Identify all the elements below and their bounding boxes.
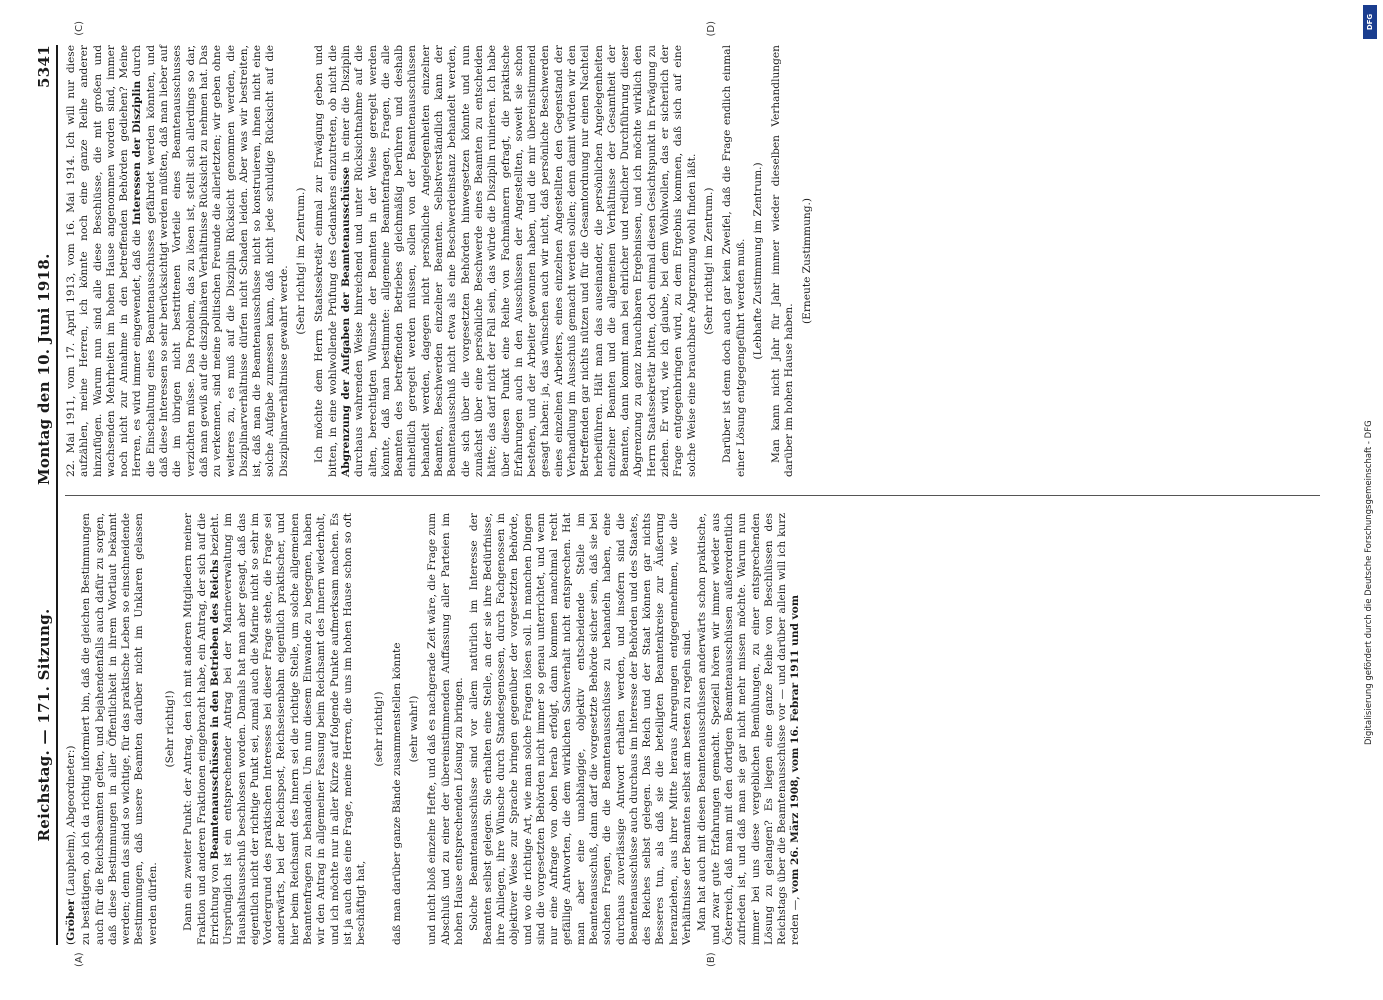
speaker-line: (Gröber (Laupheim), Abgeordneter:) xyxy=(65,745,77,945)
header-date: Montag den 10. Juni 1918. xyxy=(35,253,53,485)
text-run: in einer die Disziplin durchaus wahrenden Weise hinreichend und unter Rücksichtnahme auf die alten, berechtigten Wünsche der Beamten in der Weise geregelt werden könnte, daß man bestimmte: allgemeine Beamtenfragen, Fragen, die alle Beamten des betreffenden Betriebes gleichmäßig berühren und deshalb einheitlich geregelt werden müssen, sollen von der Beamtenausschüssen behandelt werden, dagegen nicht persönliche Angelegenheiten einzelner Beamten, Beschwerden einzelner Beamten. Selbstverständlich kann der Beamtenausschuß nicht etwa als eine Beschwerdeinstanz behandelt werden, die sich über die vorgesetzten Behörden hinwegsetzen könnte und nun zunächst über eine persönliche Beschwerde eines Beamten zu entscheiden hätte; das darf nicht der Fall sein, das würde die Disziplin ruinieren. Ich habe über diesen Punkt eine Reihe von Fachmännern gefragt, die praktische Erfahrungen auch in den Ausschüssen der Angestellten, soweit sie schon bestehen, und der Arbeiter gewonnen haben, und die mir übereinstimmend gesagt haben: ja, das wünschen auch wir nicht, daß persönliche Beschwerden eines einzelnen Arbeiters, eines einzelnen Angestellten den Gegenstand der Verhandlung im Ausschuß gemacht werden sollen; denn damit würden wir den Betreffenden gar nichts nützen und für die Gesamtordnung nur einen Nachteil herbeiführen. Hält man das auseinander, die persönlichen Angelegenheiten einzelner Beamten und die allgemeinen Verhältnisse der Gesamtheit der Beamten, dann kommt man bei ehrlicher und redlicher Durchführung dieser Abgrenzung zu ganz brauchbaren Ergebnissen, und ich möchte wirklich den Herrn Staatssekretär bitten, doch einmal diesen Gesichtspunkt in Erwägung zu ziehen. Er wird, wie ich glaube, bei dem Wohlwollen, das er sicherlich der Frage entgegenbringen wird, zu dem Ergebnis kommen, daß sich auf eine solche Weise eine brauchbare Abgrenzung wohl finden läßt. xyxy=(339,44,698,477)
interjection: (sehr richtig!) xyxy=(372,691,385,767)
interjection: (Erneute Zustimmung.) xyxy=(800,197,813,325)
bold-phrase: vom 26. März 1908, vom 16. Febrar 1911 und vom xyxy=(789,594,802,894)
speaker-note: (Laupheim), Abgeordneter: xyxy=(65,749,77,897)
text-run: bezieht. Ursprünglich ist ein entsprechender Antrag bei der Marineverwaltung im Haushaltsausschuß beschlossen worden. Damals hat man aber gesagt, daß das eigentlich nicht der richtige Punkt sei, zumal auch die Marine nicht so sehr im Vordergrund des praktischen Interesses bei dieser Frage stehe, die Frage sei anderwärts, bei der Reichspost, Reichseisenbahn eigentlich praktischer, und hier beim Reichsamt des Innern sei die richtige Stelle, um solche allgemeinen Beamtenfragen zu behandeln. Um nun diesem Einwande zu begegnen, haben wir den Antrag in allgemeiner Fassung beim Reichsamt des Innern wiederholt, und ich möchte nur in aller Kürze auf folgende Punkte aufmerksam machen. Es ist ja auch das eine Frage, meine Herren, die uns im hohen Hause schon so oft beschäftigt hat, xyxy=(208,512,368,945)
interjection: (sehr wahr!) xyxy=(408,695,421,763)
running-head xyxy=(35,45,58,945)
paragraph: zu bestätigen, ob ich da richtig informiert bin, daß die gleichen Bestimmungen auch für die Reichsbeamten gelten, und bejahendenfalls auch dafür zu sorgen, daß diese Bestimmungen in aller Öffentlichkeit in ihrem Wortlaut bekannt werden; denn das sind so wichtige, für das praktische Leben so einschneidende Bestimmungen, daß unsere Beamten darüber nicht im Unklaren gelassen werden dürfen. xyxy=(80,513,159,945)
dfg-logo xyxy=(1363,5,1377,39)
left-column xyxy=(65,512,1320,967)
right-column xyxy=(65,21,1320,477)
text-run: Ich möchte dem Herrn Staatssekretär einmal zur Erwägung geben und bitten, in eine wohlwollende Prüfung des Gedankens einzutreten, ob nicht die xyxy=(313,45,339,477)
dfg-funding-note: Digitalisierung gefördert durch die Deutsche Forschungsgemeinschaft - DFG xyxy=(1364,420,1374,745)
dfg-side-stamp xyxy=(1363,5,1379,995)
paragraph: daß man darüber ganze Bände zusammenstellen könnte xyxy=(390,642,403,945)
margin-mark-a: (A) xyxy=(74,952,85,967)
page-number: 5341 xyxy=(35,45,53,88)
paragraph xyxy=(696,513,802,945)
bold-phrase: Abgrenzung der Aufgaben der Beamtenausschüsse xyxy=(339,166,352,477)
paragraph: Darüber ist denn doch auch gar kein Zweifel, daß die Frage endlich einmal einer Lösung entgegengeführt werden muß. xyxy=(721,45,747,477)
margin-mark-c: (C) xyxy=(74,21,85,36)
bold-phrase: Interessen der Disziplin xyxy=(131,80,144,226)
interjection: (Sehr richtig!) xyxy=(164,690,177,768)
margin-mark-d: (D) xyxy=(706,21,717,37)
paragraph xyxy=(65,45,291,477)
text-run: Man hat auch mit diesen Beamtenausschüssen anderwärts schon praktische, und zwar gute Erfahrungen gemacht. Speziell hören wir immer wieder aus Österreich, daß man mit den dortigen Beamtenausschüssen außerordentlich zufrieden ist, und daß man sie gar nicht mehr missen möchte. Warum nun immer bei uns diese vergeblichen Bemühungen, zu einer entsprechenden Lösung zu gelangen? Es liegen eine ganze Reihe von Beschlüssen des Reichstags über die Beamtenausschüsse vor — und darüber allein will ich kurz reden —, xyxy=(696,513,802,945)
bold-phrase: Beamtenausschüssen in den Betrieben des Reichs xyxy=(208,559,221,860)
paragraph: Man kann nicht Jahr für Jahr immer wieder dieselben Verhandlungen darüber im hohen Hause haben. xyxy=(770,45,796,477)
text-run: Dann ein zweiter Punkt: der Antrag, den ich mit anderen Mitgliedern meiner Fraktion und anderen Fraktionen eingebracht habe, ein Antrag, der sich auf die Errichtung von xyxy=(182,513,221,945)
paragraph: und nicht bloß einzelne Hefte, und daß es nachgerade Zeit wäre, die Frage zum Abschluß und zu einer der übereinstimmenden Auffassung aller Parteien im hohen Hause entsprechenden Lösung zu bringen. xyxy=(426,513,466,945)
interjection: (Sehr richtig! im Zentrum.) xyxy=(702,187,715,335)
paragraph xyxy=(182,513,368,945)
paragraph: Solche Beamtenausschüsse sind vor allem natürlich im Interesse der Beamten selbst gelegen. Sie erhalten eine Stelle, an der sie ihre Bedürfnisse, ihre Anliegen, ihre Wünsche durch Standesgenossen, durch Fachgenossen in objektiver Weise zur Sprache bringen gegenüber der vorgesetzten Behörde, und wo die richtige Art, wie man solche Fragen lösen soll. In manchen Dingen sind die vorgesetzten Behörden nicht immer so genau unterrichtet, und wenn nur eine Anfrage von oben herab erfolgt, dann kommen manchmal recht gefällige Antworten, die dem wirklichen Sachverhalt nicht entsprechen. Hat man aber eine unabhängige, objektiv entscheidende Stelle im Beamtenausschuß, dann darf die vorgesetzte Behörde sicher sein, daß sie bei solchen Fragen, die die Beamtenausschüsse zu behandeln haben, eine durchaus zuverlässige Antwort erhalten werden, und insofern sind die Beamtenausschüsse auch durchaus im Interesse der Behörden und des Staates, des Reiches selbst gelegen. Das Reich und der Staat können gar nichts Besseres tun, als daß sie die beteiligten Beamtenkreise zur Äußerung heranziehen, aus ihrer Mitte heraus Anregungen entgegennehmen, wie die Verhältnisse der Beamten selbst am besten zu regeln sind. xyxy=(468,513,694,945)
margin-mark-b: (B) xyxy=(706,952,717,967)
page-content xyxy=(35,21,1325,967)
text-run: durch die Einschaltung eines Beamtenausschusses gefährdet werden könnten, und daß diese Interessen so sehr berücksichtigt werden müßten, daß man lieber auf die im übrigen nicht bestrittenen Vorteile eines Beamtenausschusses verzichten müsse. Das Problem, das zu lösen ist, stellt sich allerdings so dar, daß man gewiß auf die disziplinären Verhältnisse Rücksicht zu nehmen hat. Das zu verkennen, sind meine politischen Freunde die allerletzten; wir geben ohne weiteres zu, es muß auf die Disziplin Rücksicht genommen werden, die Disziplinarverhältnisse dürfen nicht Schaden leiden. Aber was wir bestreiten, ist, daß man die Beamtenausschüsse nicht so konstruieren, ihnen nicht eine solche Aufgabe zumessen kann, daß nicht jede schuldige Rücksicht auf die Disziplinarverhältnisse gewahrt werde. xyxy=(131,45,290,477)
header-chamber-session: Reichstag. — 171. Sitzung. xyxy=(35,608,53,842)
paragraph xyxy=(313,45,699,477)
text-columns xyxy=(65,21,1320,967)
dfg-logo-text: DFG xyxy=(1366,13,1374,31)
header-date-group xyxy=(35,45,53,485)
interjection: (Lebhafte Zustimmung im Zentrum.) xyxy=(751,162,764,360)
interjection: (Sehr richtig! im Zentrum.) xyxy=(295,187,308,335)
text-run: 22. Mai 1911, vom 17. April 1913, vom 16. Mai 1914. Ich will nur diese aufzählen, meine Herren, ich könnte noch eine ganze Reihe anderer hinzufügen. Warum nun sind alle diese Beschlüsse, die mit großen und wachsenden Mehrheiten im hohen Hause angenommen worden sind, immer noch nicht zur Annahme in den betreffenden Behörden gediehen? Meine Herren, es wird immer eingewendet, daß die xyxy=(65,45,144,477)
speaker-name: Gröber xyxy=(65,899,77,941)
